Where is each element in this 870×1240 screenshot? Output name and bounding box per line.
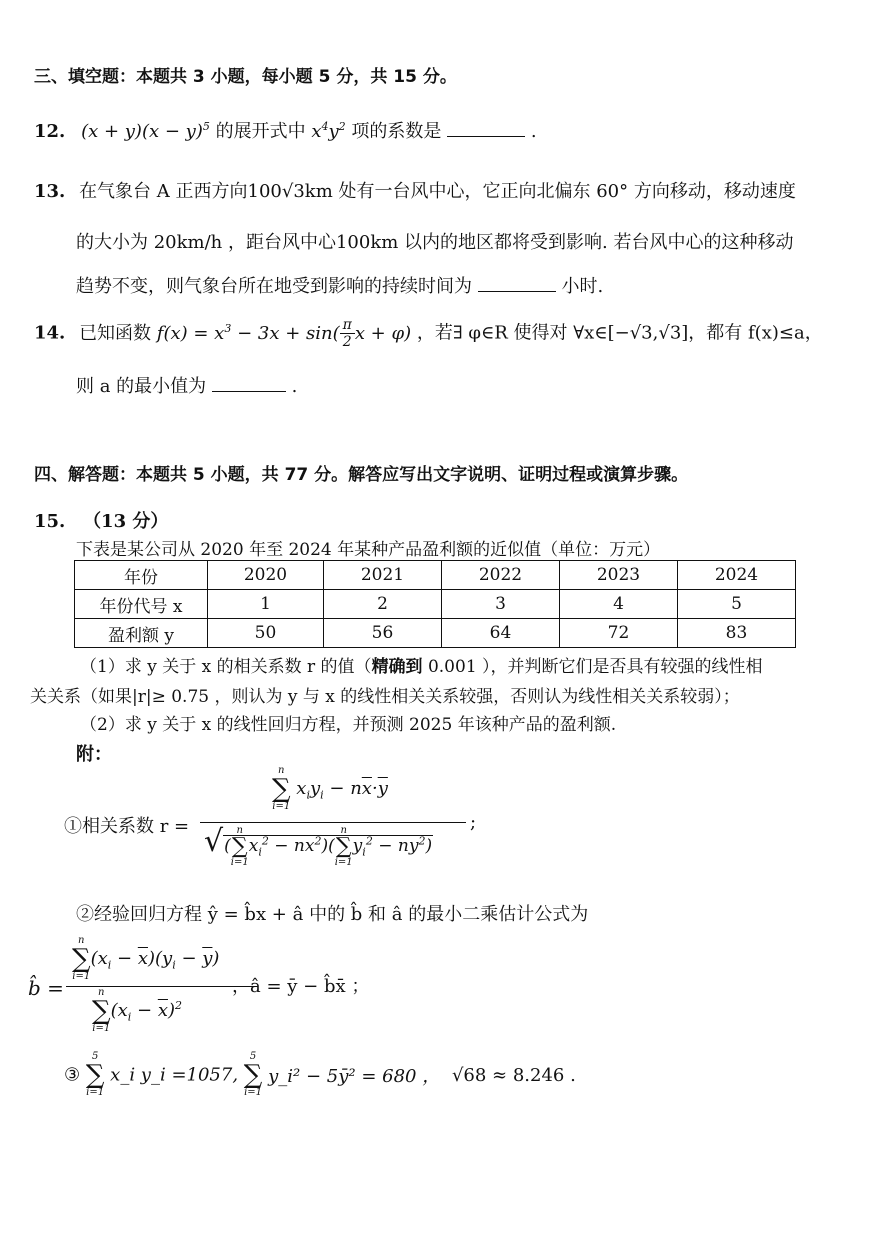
question-12-expression: $(x + y)(x - y)^5$ [81, 120, 210, 142]
part-1-text-b: 0.001 ），并判断它们是否具有较强的线性相 [422, 657, 763, 677]
formula-1-numerator: n ∑ i=1 $x_iy_i - n\overline{x}\cdot\overline{y}$ [272, 765, 388, 812]
formula-1-semicolon: ; [470, 812, 477, 833]
table-row-code [75, 590, 796, 619]
table-cell: 2020 [208, 561, 324, 590]
formula-2-fraction-bar [66, 986, 258, 987]
table-cell: 年份 [75, 561, 208, 590]
question-14-function: $f(x) = x^3 - 3x + \sin$( $\frac{\pi}{2}$ x + φ) [156, 317, 412, 350]
question-15-score: （13 分） [83, 511, 169, 532]
question-14-line-2 [76, 372, 297, 398]
question-12 [34, 117, 537, 143]
table-cell: 盈利额 y [75, 619, 208, 648]
question-12-term: $x^4y^2$ [311, 120, 346, 142]
table-cell: 2 [324, 590, 442, 619]
question-14-number: 14. [34, 322, 66, 344]
question-13-line-2: 的大小为 20km/h ，距台风中心100km 以内的地区都将受到影响. 若台风中心的这种移动 [76, 232, 794, 253]
table-cell: 56 [324, 619, 442, 648]
question-14-line-1 [34, 317, 823, 350]
table-cell: 1 [208, 590, 324, 619]
formula-3-part-b: y_i² − 5ȳ² = 680 ， [268, 1066, 441, 1087]
formula-2-denominator: n ∑ i=1 $(x_i - \overline{x})^2$ [92, 987, 182, 1034]
question-14-text-3: 则 a 的最小值为 [76, 376, 207, 397]
question-12-text-tail: 项的系数是 [351, 121, 442, 142]
answer-blank-14[interactable] [212, 375, 286, 392]
answer-blank-12[interactable] [447, 120, 525, 137]
table-cell: 4 [560, 590, 678, 619]
table-cell: 72 [560, 619, 678, 648]
section-4-title: 四、解答题：本题共 5 小题，共 77 分。解答应写出文字说明、证明过程或演算步骤。 [34, 465, 689, 485]
formula-2-text: ②经验回归方程 ŷ = b̂x + â 中的 b̂ 和 â 的最小二乘估计公式为 [76, 904, 589, 925]
question-13-line-3 [76, 272, 603, 298]
table-cell: 2024 [678, 561, 796, 590]
question-14-text-4: . [291, 376, 298, 397]
answer-blank-13[interactable] [478, 275, 556, 292]
question-15-number: 15. [34, 511, 66, 532]
question-15-intro: 下表是某公司从 2020 年至 2024 年某种产品盈利额的近似值（单位：万元） [76, 540, 661, 560]
question-15-part-1-line-2: 关关系（如果|r|≥ 0.75 ，则认为 y 与 x 的线性相关关系较强，否则认为线性相关关系较弱）； [30, 687, 740, 707]
table-cell: 50 [208, 619, 324, 648]
profit-table [74, 560, 796, 648]
part-1-bold: 精确到 [371, 657, 423, 677]
formula-3: ③ 5 ∑ i=1 x_i y_i =1057, 5 ∑ i=1 y_i² − 5ȳ² = 680 ， √68 ≈ 8.246 . [64, 1051, 576, 1098]
table-cell: 年份代号 x [75, 590, 208, 619]
question-13-text-1: 在气象台 A 正西方向100√3km 处有一台风中心，它正向北偏东 60° 方向移动，移动速度 [79, 181, 796, 202]
part-1-text-a: （1）求 y 关于 x 的相关系数 r 的值（ [80, 657, 372, 677]
table-row-header [75, 561, 796, 590]
table-cell: 64 [442, 619, 560, 648]
formula-3-part-a: x_i y_i =1057, [110, 1064, 239, 1086]
formula-1-denominator: √( n ∑ i=1 $x_i^2 - n\overline{x}^2$)( n ∑ i=1 $y_i^2 - n\overline{y}^2$) [204, 824, 433, 868]
formula-1-fraction-bar [200, 822, 466, 823]
question-13-text-3: 趋势不变，则气象台所在地受到影响的持续时间为 [76, 276, 472, 297]
question-12-number: 12. [34, 121, 66, 142]
formula-1-label: ①相关系数 r = [64, 816, 190, 837]
formula-1-correlation [200, 766, 470, 876]
formula-2-intercept: ，â = ȳ − b̂x̄ ； [232, 976, 370, 997]
table-cell: 83 [678, 619, 796, 648]
table-cell: 5 [678, 590, 796, 619]
question-15-header [34, 507, 168, 533]
formula-3-label: ③ [64, 1064, 81, 1086]
section-3-title: 三、填空题：本题共 3 小题，每小题 5 分，共 15 分。 [34, 67, 457, 87]
table-cell: 3 [442, 590, 560, 619]
question-14-text-2: ，若∃ φ∈R 使得对 ∀x∈[−√3,√3]，都有 f(x)≤a， [416, 322, 823, 344]
formula-2-b-hat: b̂ = [28, 976, 64, 1000]
table-cell: 2023 [560, 561, 678, 590]
question-13-number: 13. [34, 181, 66, 202]
appendix-label: 附： [76, 744, 112, 765]
table-row-profit [75, 619, 796, 648]
formula-3-part-c: √68 ≈ 8.246 . [451, 1064, 576, 1086]
formula-2-numerator: n ∑ i=1 $(x_i - \overline{x})(y_i - \overline{y})$ [72, 935, 220, 982]
table-cell: 2022 [442, 561, 560, 590]
question-15-part-2: （2）求 y 关于 x 的线性回归方程，并预测 2025 年该种产品的盈利额. [80, 715, 617, 735]
question-14-text-1: 已知函数 [79, 322, 152, 344]
question-12-text: 的展开式中 [215, 121, 306, 142]
question-13-text-4: 小时. [561, 276, 604, 297]
question-12-end: . [530, 121, 537, 142]
table-cell: 2021 [324, 561, 442, 590]
question-13-line-1 [34, 177, 796, 203]
question-15-part-1 [80, 652, 763, 677]
